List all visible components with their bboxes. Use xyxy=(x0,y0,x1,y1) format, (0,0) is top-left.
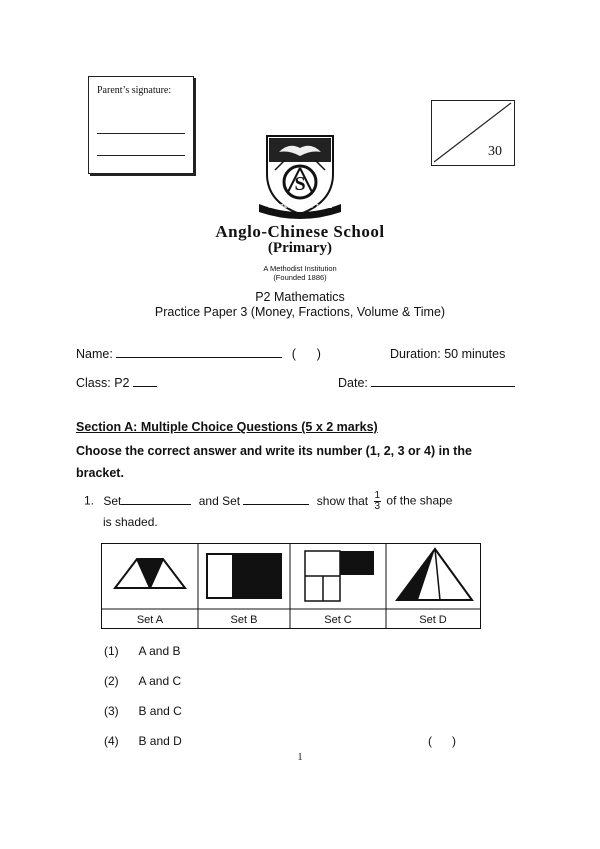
date-label: Date: xyxy=(338,376,368,390)
set-a-shape xyxy=(115,559,185,588)
name-input-line[interactable] xyxy=(116,357,282,358)
question-1-line-2: is shaded. xyxy=(103,515,158,529)
option-1[interactable]: (1) A and B xyxy=(104,644,181,658)
answer-blank-2[interactable] xyxy=(243,504,309,505)
school-founded: (Founded 1886) xyxy=(273,273,327,282)
set-label-c: Set C xyxy=(324,614,352,626)
shape-table xyxy=(101,543,481,629)
section-title: Section A: Multiple Choice Questions (5 x 2 marks) xyxy=(76,420,378,434)
set-label-b: Set B xyxy=(230,614,258,626)
set-label-d: Set D xyxy=(419,614,447,626)
paper-subject: P2 Mathematics xyxy=(255,290,345,304)
signature-label: Parent’s signature: xyxy=(97,85,172,96)
option-2[interactable]: (2) A and C xyxy=(104,674,182,688)
answer-bracket[interactable]: ( ) xyxy=(428,734,456,748)
school-affiliation: A Methodist Institution xyxy=(263,264,337,273)
school-division: (Primary) xyxy=(267,240,333,256)
section-instruction: Choose the correct answer and write its number (1, 2, 3 or 4) in the bracket. xyxy=(76,444,472,480)
score-box xyxy=(431,100,515,166)
name-label: Name: xyxy=(76,347,113,361)
duration-text: Duration: 50 minutes xyxy=(390,347,506,361)
svg-text:S: S xyxy=(294,173,306,195)
parent-signature-box xyxy=(88,76,194,174)
date-input-line[interactable] xyxy=(371,386,515,387)
paper-title: Practice Paper 3 (Money, Fractions, Volume & Time) xyxy=(154,305,446,319)
signature-line xyxy=(97,155,185,156)
option-3[interactable]: (3) B and C xyxy=(104,704,182,718)
fraction-one-third: $\frac{1}{3}$ xyxy=(374,490,381,512)
class-input-line[interactable] xyxy=(133,386,157,387)
school-name: Anglo-Chinese School xyxy=(215,222,385,241)
question-1-line-1: 1. Set and Set show that $\frac{1}{3}$ of the shape xyxy=(84,490,453,512)
question-number: 1. xyxy=(84,493,95,508)
signature-line xyxy=(97,133,185,134)
register-number-bracket: ( ) xyxy=(291,347,321,361)
class-label: Class: P2 xyxy=(76,376,130,390)
page-number: 1 xyxy=(297,752,303,763)
option-4[interactable]: (4) B and D xyxy=(104,734,182,748)
score-total: 30 xyxy=(488,144,502,159)
answer-blank-1[interactable] xyxy=(121,504,191,505)
set-d-shape xyxy=(397,549,472,600)
class-field xyxy=(76,376,157,390)
set-c-shape xyxy=(305,551,374,601)
name-field xyxy=(76,347,321,361)
date-field xyxy=(338,376,515,390)
set-label-a: Set A xyxy=(136,614,164,626)
set-b-shape xyxy=(207,554,281,598)
school-motto: THE BEST IS YET TO BE xyxy=(267,204,333,210)
